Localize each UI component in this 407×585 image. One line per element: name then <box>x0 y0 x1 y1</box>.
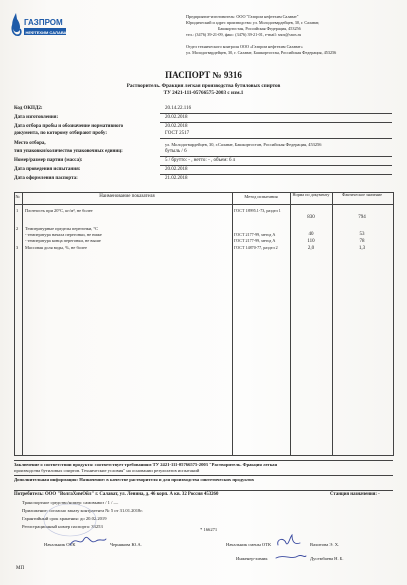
product-standard: ТУ 2421-111-05766575-2003 с изм.1 <box>163 90 244 96</box>
info-label: Дата проведения испытания: <box>14 167 81 172</box>
header-line: тел.: (3476) 39-21-09, факс: (3476) 39-21-01, e-mail: snos@snos.ru <box>186 32 302 37</box>
gazprom-logo <box>8 9 70 43</box>
info-label: тип упаковки/количество упаковочных единиц: <box>14 149 123 154</box>
header-line: Юридический и адрес производства: ул. Молодогвардейцев, 30, г. Салават, <box>186 20 320 25</box>
header-line: Башкортостан, Российская Федерация, 453256 <box>218 26 301 31</box>
logo-brand: ГАЗПРОМ <box>24 18 63 27</box>
info-value: 20.02.2018 <box>165 167 188 172</box>
sig-right-name: Дусембаева Н. Б. <box>310 556 344 561</box>
col-header-actual: Фактическое значение <box>342 192 382 197</box>
order: Приложение: согласно заказу контрагента № 5 от 31.01.2018г. <box>22 508 143 513</box>
passport-title: ПАСПОРТ № 9316 <box>165 70 242 80</box>
row-name: Температурные пределы перегонки, °С <box>25 226 99 231</box>
row-method: ГОСТ 2177-99, метод А <box>234 232 276 237</box>
header-line: Отдел технического контроля ООО «Газпром нефтехим Салават» <box>186 44 303 49</box>
flame-logo-icon <box>8 9 70 43</box>
sig-left-title: Начальник ОТК <box>44 542 76 547</box>
row-norm: 110 <box>307 239 315 244</box>
col-header-num: № <box>15 194 20 199</box>
info-value: бутыль / 6 <box>165 149 187 154</box>
info-value: 20.14.22.116 <box>165 106 192 111</box>
info-value: 5 / брутто: - , нетто: - , объем: 6 л <box>165 158 236 163</box>
additional-info: Дополнительная информация: Назначение: в качестве растворителя и для производства синтетических продуктов <box>14 477 254 482</box>
row-num: 1 <box>16 208 19 213</box>
signature-mid <box>274 533 304 549</box>
info-label: Код ОКПД2: <box>14 106 43 111</box>
info-value: 20.02.2018 <box>165 115 188 120</box>
conclusion-line: Заключение о соответствии продукта: соответствует требованиям ТУ 2421-111-05766575-2003 "Растворитель. Фракция легкая <box>14 462 278 467</box>
info-label: Дата отбора пробы и обозначение нормативного <box>14 124 124 129</box>
row-subname: - температура начала перегонки, не ниже <box>25 232 102 237</box>
info-label: Место отбора, <box>14 141 46 146</box>
row-actual: 78 <box>359 239 365 244</box>
stamp-number: * 166271 <box>200 527 218 532</box>
row-actual: 53 <box>359 232 365 237</box>
row-subname: - температура конца перегонки, не выше <box>25 238 101 243</box>
info-value: ГОСТ 2517 <box>165 131 190 136</box>
transport: Транспортное средство/номер: самовывоз / 1 / — <box>22 500 119 505</box>
info-value: ул. Молодогвардейцев, 30, г.Салават, Башкортостан, Российская Федерация, 453256 <box>165 142 322 147</box>
reg-number: Регистрационный номер паспорта: 33253 <box>22 524 103 529</box>
consumer: Потребитель: ООО "ВолгаХимОйл" г. Салават, ул. Ленина, д. 46 корп. А кв. 32 Россия 453260 <box>14 492 219 497</box>
signature-right <box>274 550 308 562</box>
info-label: Номер/размер партии (масса): <box>14 158 83 163</box>
product-subtitle: Растворитель. Фракция легкая производства бутиловых спиртов <box>126 83 281 89</box>
row-norm: 40 <box>308 232 314 237</box>
sig-mid-title: Начальник смены ОТК <box>226 542 272 547</box>
destination-station: Станция назначения: - <box>330 492 380 497</box>
info-label: Дата изготовления: <box>14 115 59 120</box>
row-num: 3 <box>16 245 19 250</box>
col-header-norm: Норма по документу <box>292 192 330 197</box>
row-method: ГОСТ 18995.1-73, раздел 1 <box>234 208 281 213</box>
row-name: Плотность при 20°С, кг/м³, не более <box>25 208 93 213</box>
header-line: ул. Молодогвардейцев, 30, г. Салават, Башкортостан, Российская Федерация, 453256 <box>186 50 337 55</box>
info-label: Дата оформления паспорта: <box>14 176 78 181</box>
row-norm: 2,0 <box>307 246 315 251</box>
guarantee: Гарантийный срок хранения: до 20.02.2019 <box>22 516 107 521</box>
row-actual: 794 <box>358 215 366 220</box>
info-value: 21.02.2018 <box>165 176 188 181</box>
info-value: 20.02.2018 <box>165 124 188 129</box>
row-actual: 1,3 <box>358 246 366 251</box>
conclusion-line: производства бутиловых спиртов. Технические условия" на основании результатов испытаний <box>14 468 200 473</box>
col-header-method: Метод испытания <box>244 194 278 199</box>
row-num: 2 <box>16 226 19 231</box>
row-method: ГОСТ 2177-99, метод А <box>234 238 276 243</box>
info-label: документа, по которому отбирают пробу: <box>14 131 107 136</box>
sig-right-title: Инженер-химик <box>236 556 268 561</box>
header-line: Предприятие-изготовитель: ООО "Газпром нефтехим Салават" <box>186 14 299 19</box>
seal-label: МП <box>16 566 25 571</box>
row-name: Массовая доля воды, %, не более <box>25 245 87 250</box>
row-norm: 830 <box>307 215 315 220</box>
signature-left <box>68 533 108 549</box>
row-method: ГОСТ 14870-77, раздел 2 <box>234 245 278 250</box>
col-header-name: Наименование показателя <box>99 194 155 199</box>
logo-sub: НЕФТЕХИМ САЛАВАТ <box>25 29 69 35</box>
sig-mid-name: Вахитова Э. Х. <box>310 542 340 547</box>
sig-left-name: Чернякова Ю.А. <box>110 542 142 547</box>
